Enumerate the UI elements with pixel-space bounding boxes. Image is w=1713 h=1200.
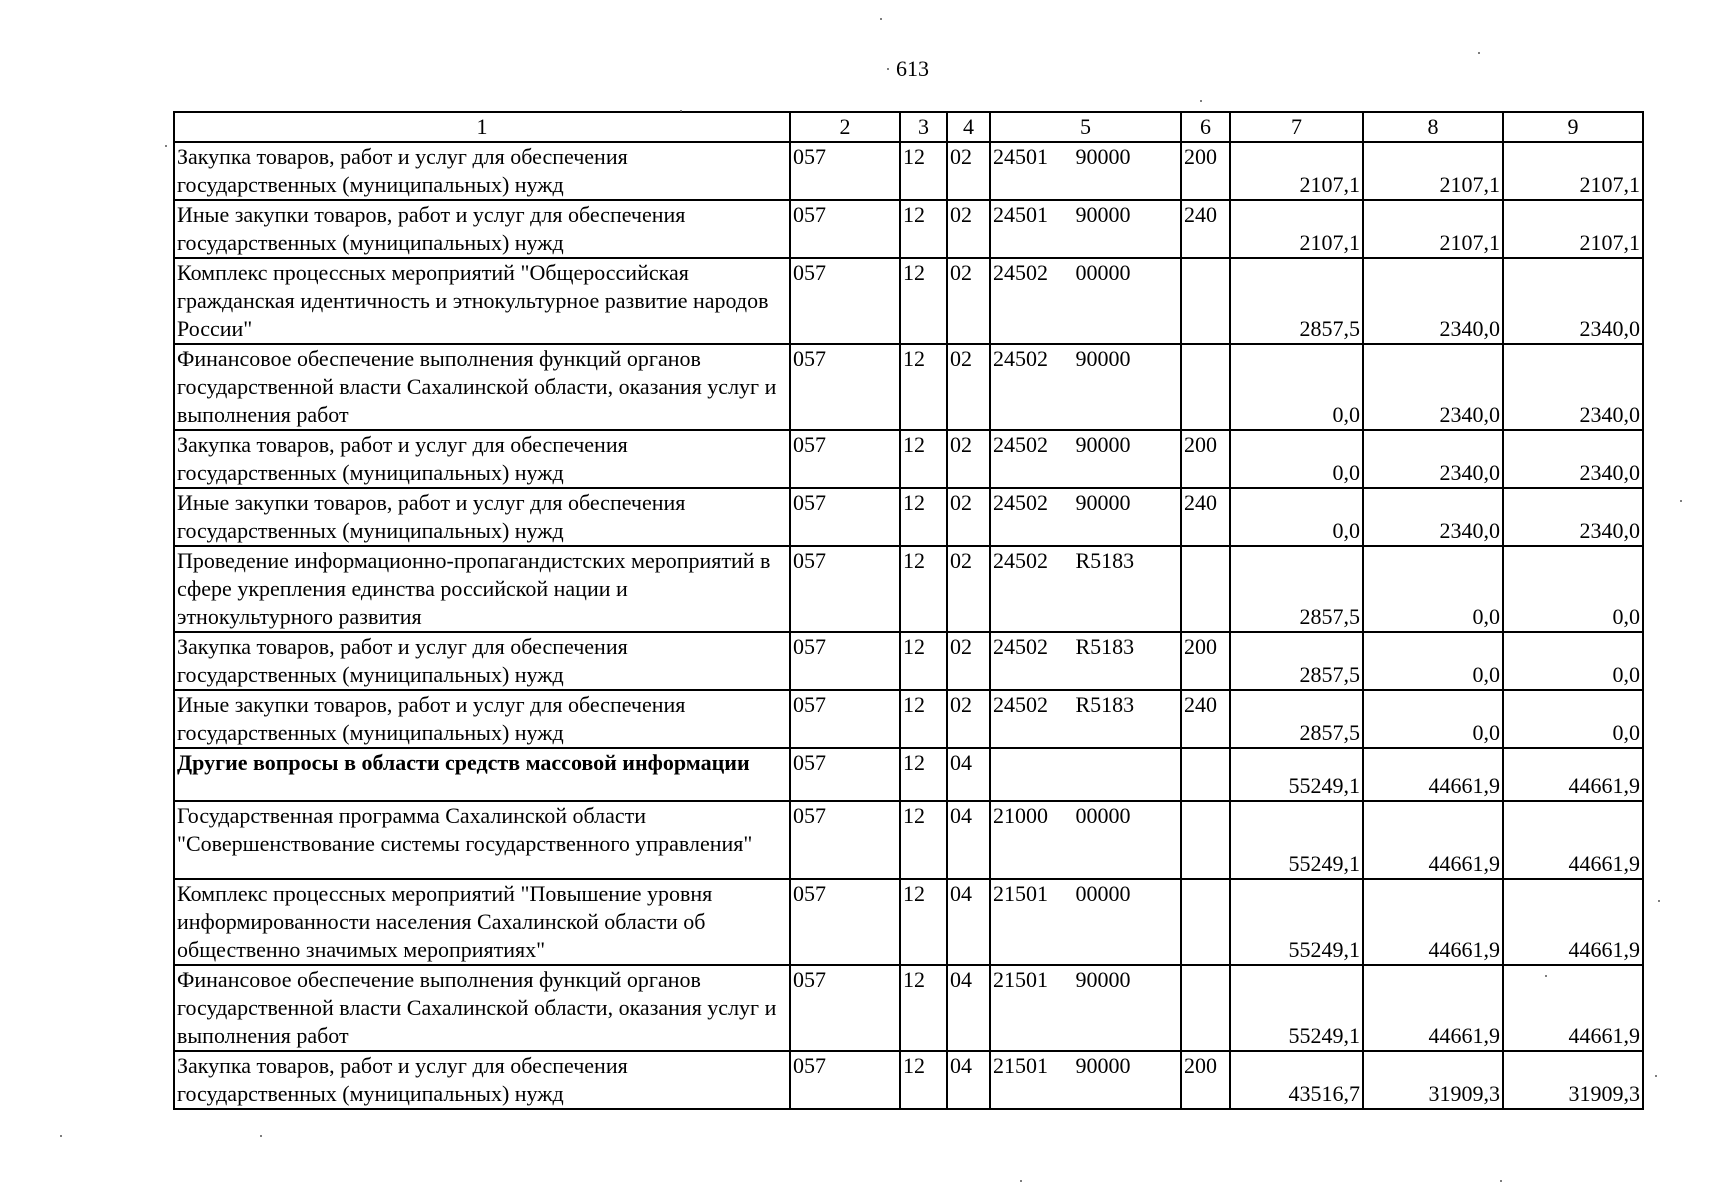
row-col6-cell bbox=[1181, 258, 1230, 344]
row-col8-cell: 0,0 bbox=[1363, 632, 1503, 690]
row-col9-cell: 2340,0 bbox=[1503, 344, 1643, 430]
row-col4-cell: 04 bbox=[947, 879, 990, 965]
row-col5-cell: 24501 90000 bbox=[990, 142, 1181, 200]
row-col6-cell bbox=[1181, 965, 1230, 1051]
table-row bbox=[174, 879, 1643, 965]
row-col8-cell: 44661,9 bbox=[1363, 965, 1503, 1051]
table-row bbox=[174, 200, 1643, 258]
table-row bbox=[174, 546, 1643, 632]
row-col8-cell: 2340,0 bbox=[1363, 344, 1503, 430]
row-col8-cell: 2107,1 bbox=[1363, 200, 1503, 258]
row-col8-cell: 2340,0 bbox=[1363, 258, 1503, 344]
row-col9-cell: 2340,0 bbox=[1503, 258, 1643, 344]
row-col4-cell: 04 bbox=[947, 801, 990, 880]
row-col7-cell: 2107,1 bbox=[1230, 200, 1363, 258]
header-col-3: 3 bbox=[900, 112, 947, 142]
row-name-cell: Финансовое обеспечение выполнения функций органов государственной власти Сахалинской области, оказания услуг и выполнения работ bbox=[174, 965, 790, 1051]
row-col5-cell: 24501 90000 bbox=[990, 200, 1181, 258]
row-name-cell: Закупка товаров, работ и услуг для обеспечения государственных (муниципальных) нужд bbox=[174, 1051, 790, 1109]
row-col3-cell: 12 bbox=[900, 344, 947, 430]
row-name-cell: Комплекс процессных мероприятий "Повышение уровня информированности населения Сахалинской области об общественно значимых мероприятиях" bbox=[174, 879, 790, 965]
table-row bbox=[174, 488, 1643, 546]
row-col2-cell: 057 bbox=[790, 344, 900, 430]
row-col3-cell: 12 bbox=[900, 142, 947, 200]
budget-table bbox=[173, 111, 1644, 1110]
row-col7-cell: 0,0 bbox=[1230, 344, 1363, 430]
row-col6-cell bbox=[1181, 801, 1230, 880]
row-col7-cell: 2107,1 bbox=[1230, 142, 1363, 200]
table-row bbox=[174, 965, 1643, 1051]
row-name-cell: Другие вопросы в области средств массовой информации bbox=[174, 748, 790, 801]
row-col9-cell: 2340,0 bbox=[1503, 430, 1643, 488]
page-number: 613 bbox=[896, 56, 929, 81]
row-col2-cell: 057 bbox=[790, 200, 900, 258]
row-col6-cell bbox=[1181, 344, 1230, 430]
row-name-cell: Иные закупки товаров, работ и услуг для обеспечения государственных (муниципальных) нужд bbox=[174, 690, 790, 748]
row-col3-cell: 12 bbox=[900, 430, 947, 488]
row-col9-cell: 44661,9 bbox=[1503, 965, 1643, 1051]
row-col7-cell: 55249,1 bbox=[1230, 879, 1363, 965]
row-col2-cell: 057 bbox=[790, 142, 900, 200]
row-col2-cell: 057 bbox=[790, 488, 900, 546]
row-col2-cell: 057 bbox=[790, 546, 900, 632]
row-col3-cell: 12 bbox=[900, 690, 947, 748]
row-col7-cell: 0,0 bbox=[1230, 430, 1363, 488]
row-col8-cell: 31909,3 bbox=[1363, 1051, 1503, 1109]
row-col4-cell: 02 bbox=[947, 258, 990, 344]
row-col5-cell: 21501 90000 bbox=[990, 965, 1181, 1051]
row-col7-cell: 55249,1 bbox=[1230, 748, 1363, 801]
row-col4-cell: 02 bbox=[947, 690, 990, 748]
table-row bbox=[174, 430, 1643, 488]
row-col4-cell: 02 bbox=[947, 142, 990, 200]
row-col7-cell: 2857,5 bbox=[1230, 258, 1363, 344]
row-col6-cell: 240 bbox=[1181, 488, 1230, 546]
row-col5-cell: 24502 90000 bbox=[990, 488, 1181, 546]
row-col2-cell: 057 bbox=[790, 632, 900, 690]
row-name-cell: Закупка товаров, работ и услуг для обеспечения государственных (муниципальных) нужд bbox=[174, 632, 790, 690]
row-col5-cell bbox=[990, 748, 1181, 801]
row-col7-cell: 0,0 bbox=[1230, 488, 1363, 546]
row-col5-cell: 24502 R5183 bbox=[990, 546, 1181, 632]
row-col9-cell: 2107,1 bbox=[1503, 142, 1643, 200]
row-col4-cell: 02 bbox=[947, 488, 990, 546]
row-col5-cell: 24502 R5183 bbox=[990, 632, 1181, 690]
row-col8-cell: 0,0 bbox=[1363, 546, 1503, 632]
row-col3-cell: 12 bbox=[900, 879, 947, 965]
row-col2-cell: 057 bbox=[790, 1051, 900, 1109]
table-row bbox=[174, 142, 1643, 200]
row-col9-cell: 0,0 bbox=[1503, 690, 1643, 748]
row-col4-cell: 02 bbox=[947, 344, 990, 430]
row-name-cell: Финансовое обеспечение выполнения функций органов государственной власти Сахалинской области, оказания услуг и выполнения работ bbox=[174, 344, 790, 430]
row-col8-cell: 0,0 bbox=[1363, 690, 1503, 748]
row-col4-cell: 04 bbox=[947, 965, 990, 1051]
table-row bbox=[174, 258, 1643, 344]
row-col4-cell: 04 bbox=[947, 748, 990, 801]
header-col-5: 5 bbox=[990, 112, 1181, 142]
header-col-4: 4 bbox=[947, 112, 990, 142]
row-col2-cell: 057 bbox=[790, 258, 900, 344]
row-name-cell: Проведение информационно-пропагандистских мероприятий в сфере укрепления единства российской нации и этнокультурного развития bbox=[174, 546, 790, 632]
row-name-cell: Иные закупки товаров, работ и услуг для обеспечения государственных (муниципальных) нужд bbox=[174, 200, 790, 258]
row-col5-cell: 21501 90000 bbox=[990, 1051, 1181, 1109]
row-col2-cell: 057 bbox=[790, 801, 900, 880]
header-col-8: 8 bbox=[1363, 112, 1503, 142]
row-col3-cell: 12 bbox=[900, 965, 947, 1051]
row-col8-cell: 2340,0 bbox=[1363, 488, 1503, 546]
row-col6-cell: 240 bbox=[1181, 200, 1230, 258]
row-col4-cell: 02 bbox=[947, 430, 990, 488]
table-header-row bbox=[174, 112, 1643, 142]
row-col3-cell: 12 bbox=[900, 258, 947, 344]
row-col3-cell: 12 bbox=[900, 200, 947, 258]
row-col4-cell: 02 bbox=[947, 632, 990, 690]
row-col3-cell: 12 bbox=[900, 748, 947, 801]
row-col9-cell: 31909,3 bbox=[1503, 1051, 1643, 1109]
row-col4-cell: 02 bbox=[947, 546, 990, 632]
row-col7-cell: 55249,1 bbox=[1230, 801, 1363, 880]
row-col8-cell: 44661,9 bbox=[1363, 748, 1503, 801]
row-name-cell: Государственная программа Сахалинской области "Совершенствование системы государственного управления" bbox=[174, 801, 790, 880]
row-col8-cell: 2107,1 bbox=[1363, 142, 1503, 200]
row-col5-cell: 24502 R5183 bbox=[990, 690, 1181, 748]
row-col9-cell: 44661,9 bbox=[1503, 748, 1643, 801]
row-col6-cell: 200 bbox=[1181, 430, 1230, 488]
row-col3-cell: 12 bbox=[900, 546, 947, 632]
row-col6-cell bbox=[1181, 748, 1230, 801]
row-col3-cell: 12 bbox=[900, 632, 947, 690]
header-col-2: 2 bbox=[790, 112, 900, 142]
row-col3-cell: 12 bbox=[900, 1051, 947, 1109]
row-col8-cell: 44661,9 bbox=[1363, 879, 1503, 965]
table-row bbox=[174, 1051, 1643, 1109]
row-col2-cell: 057 bbox=[790, 965, 900, 1051]
table-row bbox=[174, 690, 1643, 748]
row-col5-cell: 24502 90000 bbox=[990, 344, 1181, 430]
row-col9-cell: 44661,9 bbox=[1503, 879, 1643, 965]
row-col9-cell: 44661,9 bbox=[1503, 801, 1643, 880]
header-col-6: 6 bbox=[1181, 112, 1230, 142]
table-row bbox=[174, 632, 1643, 690]
row-col6-cell: 240 bbox=[1181, 690, 1230, 748]
row-col7-cell: 2857,5 bbox=[1230, 690, 1363, 748]
row-col8-cell: 44661,9 bbox=[1363, 801, 1503, 880]
row-col7-cell: 2857,5 bbox=[1230, 632, 1363, 690]
row-col2-cell: 057 bbox=[790, 690, 900, 748]
header-col-1: 1 bbox=[174, 112, 790, 142]
row-name-cell: Иные закупки товаров, работ и услуг для обеспечения государственных (муниципальных) нужд bbox=[174, 488, 790, 546]
row-col3-cell: 12 bbox=[900, 801, 947, 880]
row-col6-cell bbox=[1181, 546, 1230, 632]
row-col3-cell: 12 bbox=[900, 488, 947, 546]
row-col8-cell: 2340,0 bbox=[1363, 430, 1503, 488]
row-col2-cell: 057 bbox=[790, 430, 900, 488]
row-col6-cell bbox=[1181, 879, 1230, 965]
table-row bbox=[174, 344, 1643, 430]
row-col6-cell: 200 bbox=[1181, 632, 1230, 690]
row-col9-cell: 2107,1 bbox=[1503, 200, 1643, 258]
row-col5-cell: 24502 90000 bbox=[990, 430, 1181, 488]
header-col-9: 9 bbox=[1503, 112, 1643, 142]
row-col4-cell: 02 bbox=[947, 200, 990, 258]
header-col-7: 7 bbox=[1230, 112, 1363, 142]
row-name-cell: Комплекс процессных мероприятий "Общероссийская гражданская идентичность и этнокультурное развитие народов России" bbox=[174, 258, 790, 344]
table-row bbox=[174, 801, 1643, 880]
row-col7-cell: 2857,5 bbox=[1230, 546, 1363, 632]
row-col2-cell: 057 bbox=[790, 879, 900, 965]
row-col9-cell: 2340,0 bbox=[1503, 488, 1643, 546]
row-col5-cell: 24502 00000 bbox=[990, 258, 1181, 344]
row-col6-cell: 200 bbox=[1181, 142, 1230, 200]
table-row bbox=[174, 748, 1643, 801]
row-col7-cell: 43516,7 bbox=[1230, 1051, 1363, 1109]
row-col5-cell: 21501 00000 bbox=[990, 879, 1181, 965]
row-col7-cell: 55249,1 bbox=[1230, 965, 1363, 1051]
row-col4-cell: 04 bbox=[947, 1051, 990, 1109]
row-col9-cell: 0,0 bbox=[1503, 632, 1643, 690]
row-col2-cell: 057 bbox=[790, 748, 900, 801]
row-name-cell: Закупка товаров, работ и услуг для обеспечения государственных (муниципальных) нужд bbox=[174, 430, 790, 488]
row-col6-cell: 200 bbox=[1181, 1051, 1230, 1109]
row-col5-cell: 21000 00000 bbox=[990, 801, 1181, 880]
row-name-cell: Закупка товаров, работ и услуг для обеспечения государственных (муниципальных) нужд bbox=[174, 142, 790, 200]
row-col9-cell: 0,0 bbox=[1503, 546, 1643, 632]
